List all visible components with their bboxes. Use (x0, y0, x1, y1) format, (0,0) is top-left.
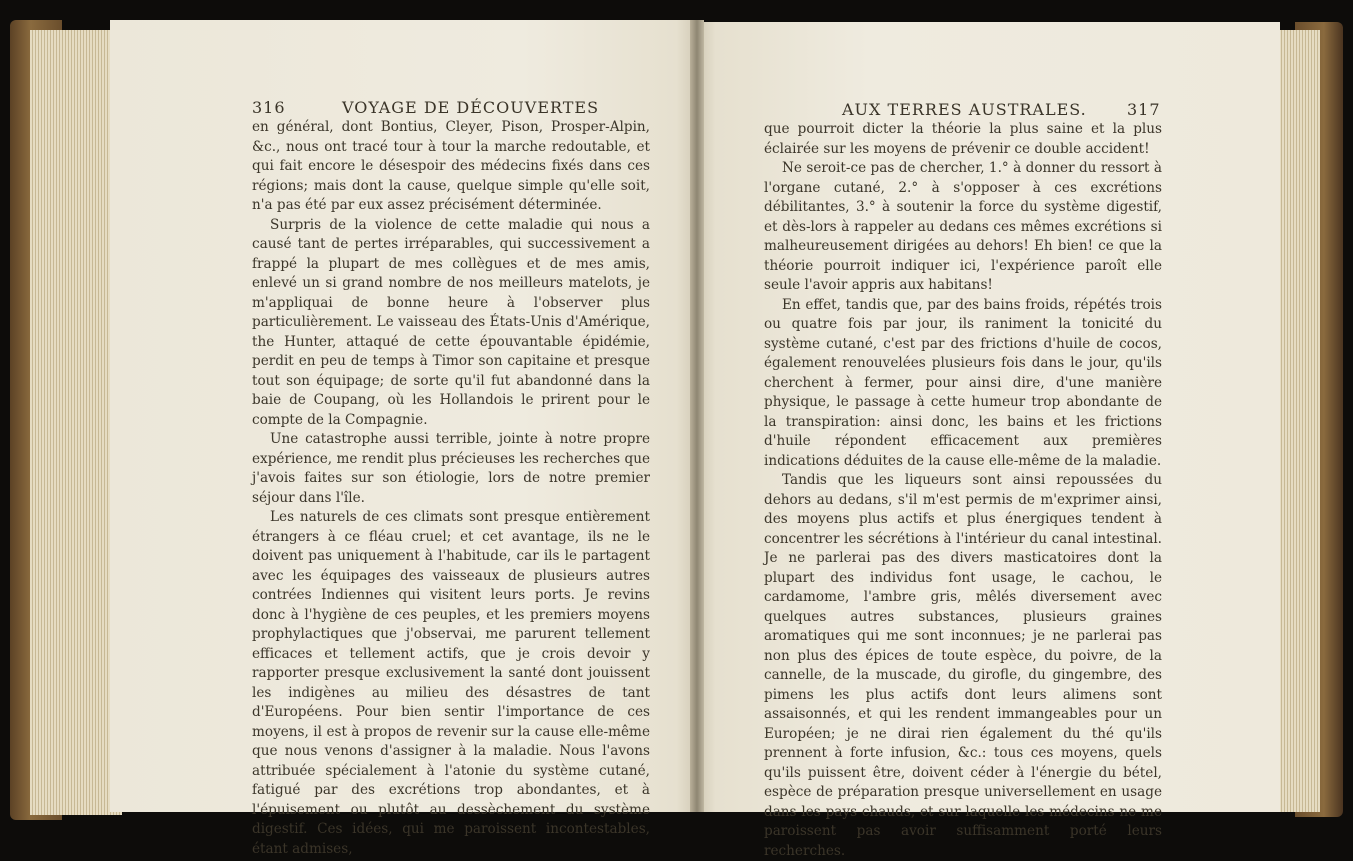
left-page-body (252, 118, 650, 859)
left-page (110, 20, 700, 857)
left-paragraph-4: Les naturels de ces climats sont presque entièrement étrangers à ce fléau cruel; et cet avantage, ils ne le doivent pas uniquement à l'habitude, car ils le partagent avec les équipages des vaisseaux de plusieurs autres contrées Indiennes qui visitent leurs ports. Je revins donc à l'hygiène de ces peuples, et les premiers moyens prophylactiques que j'observai, me parurent tellement efficaces et tellement actifs, que je crois devoir y rapporter presque exclusivement la santé dont jouissent les indigènes au milieu des désastres de tant d'Européens. Pour bien sentir l'importance de ces moyens, il est à propos de revenir sur la cause elle-même que nous venons d'assigner à la maladie. Nous l'avons attribuée spécialement à l'atonie du système cutané, fatigué par des excrétions trop abondantes, et à l'épuisement ou plutôt au dessèchement du système digestif. Ces idées, qui me paroissent incontestables, étant admises, (252, 509, 650, 857)
left-running-title: VOYAGE DE DÉCOUVERTES (342, 98, 600, 117)
page-edges-left (30, 30, 122, 815)
left-paragraph-1: en général, dont Bontius, Cleyer, Pison, Prosper-Alpin, &c., nous ont tracé tour à tour la marche redoutable, et qui fait encore le désespoir des médecins fixés dans ces régions; mais dont la cause, quelque simple qu'elle soit, n'a pas été par eux assez précisément déterminée. (252, 119, 650, 213)
right-paragraph-4: Tandis que les liqueurs sont ainsi repoussées du dehors au dedans, s'il m'est permis de m'exprimer ainsi, des moyens plus actifs et plus énergiques tendent à concentrer les sécrétions à l'intérieur du canal intestinal. Je ne parlerai pas des divers masticatoires dont la plupart des individus font usage, le cachou, le cardamome, l'ambre gris, mêlés diversement avec quelques autres substances, plusieurs graines aromatiques qui me sont inconnues; je ne parlerai pas non plus des épices de toute espèce, du poivre, de la cannelle, de la muscade, du girofle, du gingembre, des pimens les plus actifs dont leurs alimens sont assaisonnés, et qui les rendent immangeables pour un Européen; je ne dirai rien également du thé qu'ils prennent à forte infusion, &c.: tous ces moyens, quels qu'ils puissent être, doivent céder à l'énergie du bétel, espèce de préparation presque universellement en usage dans les pays chauds, et sur laquelle les médecins ne me paroissent pas avoir suffisamment porté leurs recherches. (764, 472, 1162, 859)
left-paragraph-3: Une catastrophe aussi terrible, jointe à notre propre expérience, me rendit plus précieuses les recherches que j'avois faites sur son étiologie, lors de notre premier séjour dans l'île. (252, 431, 650, 506)
right-paragraph-3: En effet, tandis que, par des bains froids, répétés trois ou quatre fois par jour, ils raniment la tonicité du système cutané, c'est par des frictions d'huile de cocos, également renouvelées plusieurs fois dans le jour, qu'ils cherchent à fermer, pour ainsi dire, d'une manière physique, le passage à cette humeur trop abondante de la transpiration: ainsi donc, les bains et les frictions d'huile répondent efficacement aux premières indications déduites de la cause elle-même de la maladie. (764, 296, 1162, 469)
left-page-number: 316 (252, 98, 286, 117)
left-paragraph-2: Surpris de la violence de cette maladie qui nous a causé tant de pertes irréparables, qui successivement a frappé la plupart de mes collègues et de mes amis, enlevé un si grand nombre de nos meilleurs matelots, je m'appliquai de bonne heure à l'observer plus particulièrement. Le vaisseau des États-Unis d'Amérique, the Hunter, attaqué de cette épouvantable épidémie, perdit en peu de temps à Timor son capitaine et presque tout son équipage; de sorte qu'il fut abandonné dans la baie de Coupang, où les Hollandois le prirent pour le compte de la Compagnie. (252, 216, 650, 428)
right-paragraph-2: Ne seroit-ce pas de chercher, 1.° à donner du ressort à l'organe cutané, 2.° à s'opposer à ces excrétions débilitantes, 3.° à soutenir la force du système digestif, et dès-lors à rappeler au dedans ces mêmes excrétions si malheureusement dirigées au dehors! Eh bien! ce que la théorie pourroit indiquer ici, l'expérience paroît elle seule l'avoir appris aux habitans! (764, 160, 1162, 293)
book-gutter (690, 20, 704, 812)
right-page-number: 317 (1127, 100, 1161, 119)
right-running-title: AUX TERRES AUSTRALES. (842, 100, 1087, 119)
right-page (692, 22, 1280, 859)
right-page-body (764, 120, 1162, 861)
right-paragraph-1: que pourroit dicter la théorie la plus saine et la plus éclairée sur les moyens de prévenir ce double accident! (764, 121, 1162, 157)
